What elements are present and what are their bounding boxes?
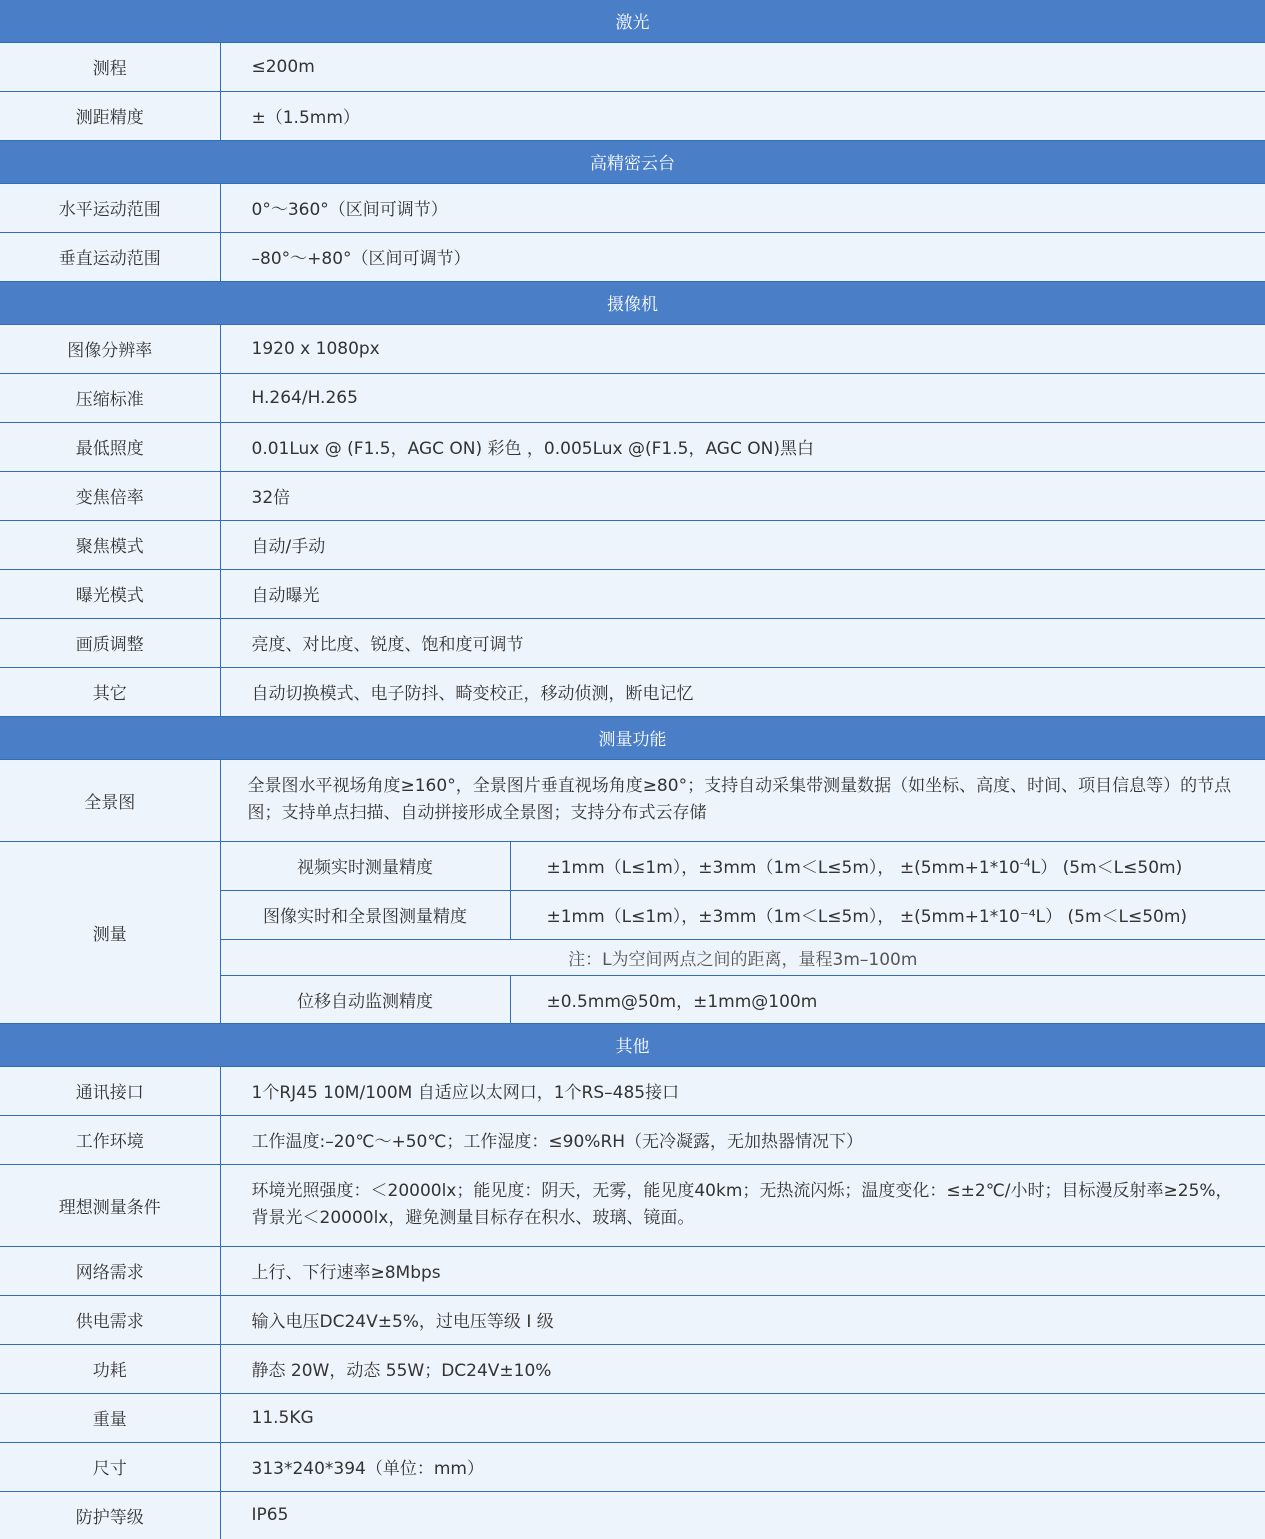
row-label: 聚焦模式 — [0, 520, 220, 569]
sub-value: ±1mm（L≤1m），±3mm（1m＜L≤5m）， ±(5mm+1*10⁻⁴L） (5m＜L≤50m) — [510, 890, 1265, 939]
table-row — [0, 1491, 1265, 1539]
row-label: 测程 — [0, 42, 220, 91]
table-row — [0, 183, 1265, 232]
table-row — [0, 1393, 1265, 1442]
row-label: 工作环境 — [0, 1115, 220, 1164]
row-label: 功耗 — [0, 1344, 220, 1393]
table-row — [0, 1066, 1265, 1115]
row-value: 全景图水平视场角度≥160°，全景图片垂直视场角度≥80°；支持自动采集带测量数据（如坐标、高度、时间、项目信息等）的节点图；支持单点扫描、自动拼接形成全景图；支持分布式云存储 — [220, 759, 1265, 841]
row-value: 313*240*394（单位：mm） — [220, 1442, 1265, 1491]
section-title: 摄像机 — [0, 281, 1265, 324]
table-row — [0, 618, 1265, 667]
table-row — [0, 422, 1265, 471]
row-value: ≤200m — [220, 42, 1265, 91]
row-value: 亮度、对比度、锐度、饱和度可调节 — [220, 618, 1265, 667]
row-label: 垂直运动范围 — [0, 232, 220, 281]
table-row — [0, 1295, 1265, 1344]
row-label: 重量 — [0, 1393, 220, 1442]
row-value: IP65 — [251, 1505, 289, 1526]
row-value: 0.01Lux @ (F1.5，AGC ON) 彩色 ，0.005Lux @(F1.5，AGC ON)黑白 — [220, 422, 1265, 471]
table-row — [0, 667, 1265, 716]
value-text: L） (5m＜L≤50m) — [1030, 858, 1183, 878]
table-row — [0, 232, 1265, 281]
row-label: 防护等级 — [0, 1491, 220, 1539]
row-value: –80°～+80°（区间可调节） — [220, 232, 1265, 281]
table-row — [0, 759, 1265, 841]
row-value: 自动/手动 — [220, 520, 1265, 569]
section-header-other — [0, 1023, 1265, 1066]
sub-value: ±0.5mm@50m，±1mm@100m — [510, 975, 1265, 1023]
row-value: 11.5KG — [220, 1393, 1265, 1442]
table-row — [0, 569, 1265, 618]
section-title: 测量功能 — [0, 716, 1265, 759]
section-title: 激光 — [0, 0, 1265, 42]
sub-value — [510, 841, 1265, 890]
row-label: 理想测量条件 — [0, 1164, 220, 1246]
section-header-camera — [0, 281, 1265, 324]
row-value: 静态 20W，动态 55W；DC24V±10% — [220, 1344, 1265, 1393]
table-row — [0, 471, 1265, 520]
row-value: 0°～360°（区间可调节） — [220, 183, 1265, 232]
row-label: 图像分辨率 — [0, 324, 220, 373]
row-value: ±（1.5mm） — [220, 91, 1265, 140]
row-label: 全景图 — [0, 759, 220, 841]
sub-label: 位移自动监测精度 — [220, 975, 510, 1023]
row-value: 输入电压DC24V±5%，过电压等级 I 级 — [220, 1295, 1265, 1344]
table-row — [0, 1164, 1265, 1246]
row-label: 测量 — [0, 841, 220, 1023]
table-row — [0, 520, 1265, 569]
row-value: 32倍 — [220, 471, 1265, 520]
row-label: 变焦倍率 — [0, 471, 220, 520]
row-label: 压缩标准 — [0, 373, 220, 422]
table-row — [0, 1115, 1265, 1164]
row-value: 1920 x 1080px — [220, 324, 1265, 373]
section-header-gimbal — [0, 140, 1265, 183]
section-header-measure — [0, 716, 1265, 759]
table-row — [0, 373, 1265, 422]
row-label: 供电需求 — [0, 1295, 220, 1344]
row-label: 通讯接口 — [0, 1066, 220, 1115]
note-text: 注：L为空间两点之间的距离，量程3m–100m — [220, 939, 1265, 975]
row-label: 尺寸 — [0, 1442, 220, 1491]
table-row — [0, 841, 1265, 890]
sub-label: 视频实时测量精度 — [220, 841, 510, 890]
row-value: 自动切换模式、电子防抖、畸变校正，移动侦测，断电记忆 — [220, 667, 1265, 716]
exponent: -4 — [1019, 856, 1031, 870]
value-text: ±1mm（L≤1m），±3mm（1m＜L≤5m）， ±(5mm+1*10 — [546, 858, 1020, 878]
row-value: 环境光照强度：＜20000lx；能见度：阴天，无雾，能见度40km；无热流闪烁；温度变化：≤±2℃/小时；目标漫反射率≥25%，背景光＜20000lx，避免测量目标存在积水、玻璃、镜面。 — [220, 1164, 1265, 1246]
section-header-laser — [0, 0, 1265, 42]
row-label: 网络需求 — [0, 1246, 220, 1295]
row-label: 最低照度 — [0, 422, 220, 471]
row-value: 工作温度:–20℃～+50℃；工作湿度：≤90%RH（无冷凝露，无加热器情况下） — [220, 1115, 1265, 1164]
row-label: 画质调整 — [0, 618, 220, 667]
table-row — [0, 324, 1265, 373]
table-row — [0, 42, 1265, 91]
row-label: 曝光模式 — [0, 569, 220, 618]
section-title: 高精密云台 — [0, 140, 1265, 183]
table-row — [0, 91, 1265, 140]
sub-label: 图像实时和全景图测量精度 — [220, 890, 510, 939]
row-label: 其它 — [0, 667, 220, 716]
row-value: 1个RJ45 10M/100M 自适应以太网口，1个RS–485接口 — [220, 1066, 1265, 1115]
row-label: 测距精度 — [0, 91, 220, 140]
row-value: 上行、下行速率≥8Mbps — [220, 1246, 1265, 1295]
table-row — [0, 1344, 1265, 1393]
row-value: 自动曝光 — [220, 569, 1265, 618]
table-row — [0, 1442, 1265, 1491]
table-row — [0, 1246, 1265, 1295]
section-title: 其他 — [0, 1023, 1265, 1066]
row-label: 水平运动范围 — [0, 183, 220, 232]
row-value: H.264/H.265 — [220, 373, 1265, 422]
